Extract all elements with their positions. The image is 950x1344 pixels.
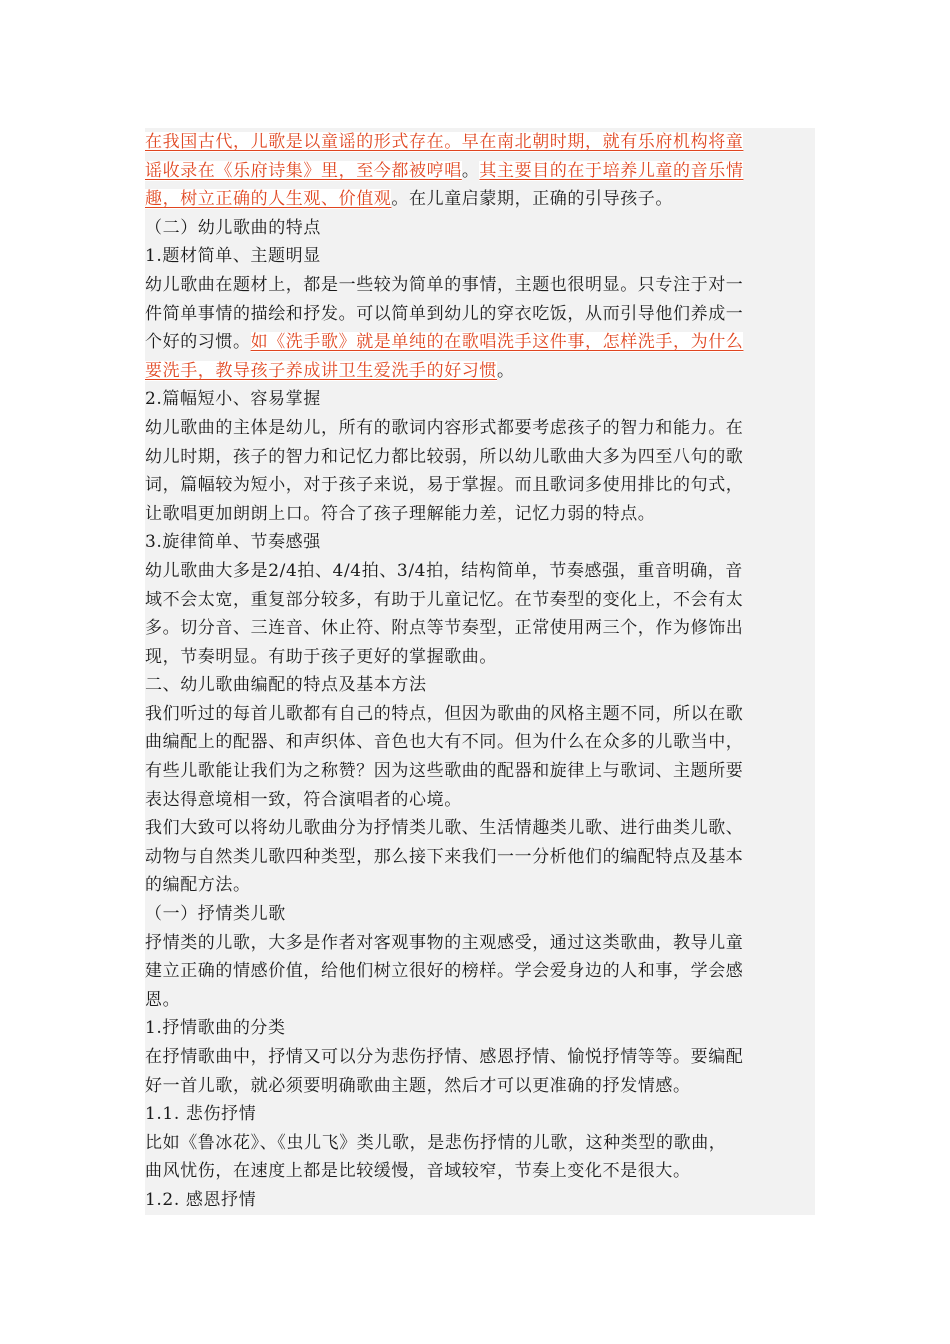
body-text: 我们大致可以将幼儿歌曲分为抒情类儿歌、生活情趣类儿歌、进行曲类儿歌、 <box>145 818 744 839</box>
body-text: 曲风忧伤，在速度上都是比较缓慢，音域较窄，节奏上变化不是很大。 <box>145 1161 691 1182</box>
text-line <box>145 1072 815 1101</box>
text-line <box>145 986 815 1015</box>
text-line <box>145 157 815 186</box>
text-line <box>145 214 815 243</box>
text-line <box>145 385 815 414</box>
text-line <box>145 929 815 958</box>
body-text: 幼儿歌曲大多是2/4拍、4/4拍、3/4拍，结构简单，节奏感强，重音明确，音 <box>145 560 743 581</box>
text-line <box>145 185 815 214</box>
text-line <box>145 242 815 271</box>
text-line <box>145 786 815 815</box>
body-text: 词，篇幅较为短小，对于孩子来说，易于掌握。而且歌词多使用排比的句式， <box>145 475 744 496</box>
text-line <box>145 814 815 843</box>
text-line <box>145 843 815 872</box>
text-line <box>145 500 815 529</box>
body-text: 曲编配上的配器、和声织体、音色也大有不同。但为什么在众多的儿歌当中， <box>145 732 744 753</box>
body-text: 建立正确的情感价值，给他们树立很好的榜样。学会爱身边的人和事，学会感 <box>145 961 744 982</box>
text-line <box>145 900 815 929</box>
text-line <box>145 271 815 300</box>
text-line <box>145 528 815 557</box>
text-line <box>145 557 815 586</box>
body-text: 恩。 <box>145 989 181 1010</box>
body-text: 域不会太宽，重复部分较多，有助于儿童记忆。在节奏型的变化上，不会有太 <box>145 589 744 610</box>
body-text: 1.题材简单、主题明显 <box>145 246 321 267</box>
body-text: 好一首儿歌，就必须要明确歌曲主题，然后才可以更准确的抒发情感。 <box>145 1075 691 1096</box>
body-text: 表达得意境相一致，符合演唱者的心境。 <box>145 789 462 810</box>
body-text: 的编配方法。 <box>145 875 251 896</box>
text-line <box>145 443 815 472</box>
text-line <box>145 300 815 329</box>
text-line <box>145 728 815 757</box>
text-line <box>145 414 815 443</box>
body-text: 1.2. 感恩抒情 <box>145 1189 257 1210</box>
text-line <box>145 1100 815 1129</box>
text-line <box>145 1129 815 1158</box>
highlighted-text: 趣，树立正确的人生观、价值观 <box>145 189 392 210</box>
document-body <box>145 128 815 1215</box>
body-text: 比如《鲁冰花》、《虫儿飞》类儿歌，是悲伤抒情的儿歌，这种类型的歌曲， <box>145 1132 727 1153</box>
body-text: 1.1. 悲伤抒情 <box>145 1104 257 1125</box>
body-text: 1.抒情歌曲的分类 <box>145 1018 286 1039</box>
text-line <box>145 757 815 786</box>
text-line <box>145 586 815 615</box>
text-line <box>145 871 815 900</box>
highlighted-text: 如《洗手歌》就是单纯的在歌唱洗手这件事，怎样洗手，为什么 <box>250 332 744 353</box>
text-line <box>145 643 815 672</box>
body-text: 3.旋律简单、节奏感强 <box>145 532 321 553</box>
text-line <box>145 128 815 157</box>
body-text: 。 <box>461 160 480 181</box>
body-text: 件简单事情的描绘和抒发。可以简单到幼儿的穿衣吃饭，从而引导他们养成一 <box>145 303 744 324</box>
body-text: 2.篇幅短小、容易掌握 <box>145 389 321 410</box>
body-text: 二、幼儿歌曲编配的特点及基本方法 <box>145 675 427 696</box>
body-text: 有些儿歌能让我们为之称赞？因为这些歌曲的配器和旋律上与歌词、主题所要 <box>145 761 744 782</box>
highlighted-text: 谣收录在《乐府诗集》里，至今都被哼唱 <box>145 160 462 181</box>
body-text: 多。切分音、三连音、休止符、附点等节奏型，正常使用两三个，作为修饰出 <box>145 618 744 639</box>
text-line <box>145 471 815 500</box>
text-line <box>145 328 815 357</box>
text-line <box>145 1157 815 1186</box>
body-text: 幼儿歌曲在题材上，都是一些较为简单的事情，主题也很明显。只专注于对一 <box>145 274 744 295</box>
text-line <box>145 957 815 986</box>
body-text: 。 <box>497 360 515 381</box>
highlighted-text: 要洗手，教导孩子养成讲卫生爱洗手的好习惯 <box>145 360 497 381</box>
body-text: 我们听过的每首儿歌都有自己的特点，但因为歌曲的风格主题不同，所以在歌 <box>145 703 744 724</box>
text-line <box>145 614 815 643</box>
body-text: （一）抒情类儿歌 <box>145 904 286 925</box>
text-line <box>145 357 815 386</box>
body-text: （二）幼儿歌曲的特点 <box>145 217 321 238</box>
highlighted-text: 其主要目的在于培养儿童的音乐情 <box>479 160 744 181</box>
body-text: 个好的习惯。 <box>145 332 251 353</box>
text-line <box>145 671 815 700</box>
text-line <box>145 1014 815 1043</box>
body-text: 幼儿歌曲的主体是幼儿，所有的歌词内容形式都要考虑孩子的智力和能力。在 <box>145 417 744 438</box>
body-text: 让歌唱更加朗朗上口。符合了孩子理解能力差，记忆力弱的特点。 <box>145 503 656 524</box>
body-text: 在抒情歌曲中，抒情又可以分为悲伤抒情、感恩抒情、愉悦抒情等等。要编配 <box>145 1047 744 1067</box>
text-line <box>145 700 815 729</box>
text-line <box>145 1043 815 1072</box>
body-text: 。在儿童启蒙期，正确的引导孩子。 <box>391 189 674 210</box>
text-line <box>145 1186 815 1215</box>
body-text: 抒情类的儿歌，大多是作者对客观事物的主观感受，通过这类歌曲，教导儿童 <box>145 932 744 953</box>
highlighted-text: 在我国古代，儿歌是以童谣的形式存在。早在南北朝时期，就有乐府机构将童 <box>145 132 744 152</box>
body-text: 现，节奏明显。有助于孩子更好的掌握歌曲。 <box>145 646 497 667</box>
body-text: 动物与自然类儿歌四种类型，那么接下来我们一一分析他们的编配特点及基本 <box>145 846 744 867</box>
body-text: 幼儿时期，孩子的智力和记忆力都比较弱，所以幼儿歌曲大多为四至八句的歌 <box>145 446 744 467</box>
